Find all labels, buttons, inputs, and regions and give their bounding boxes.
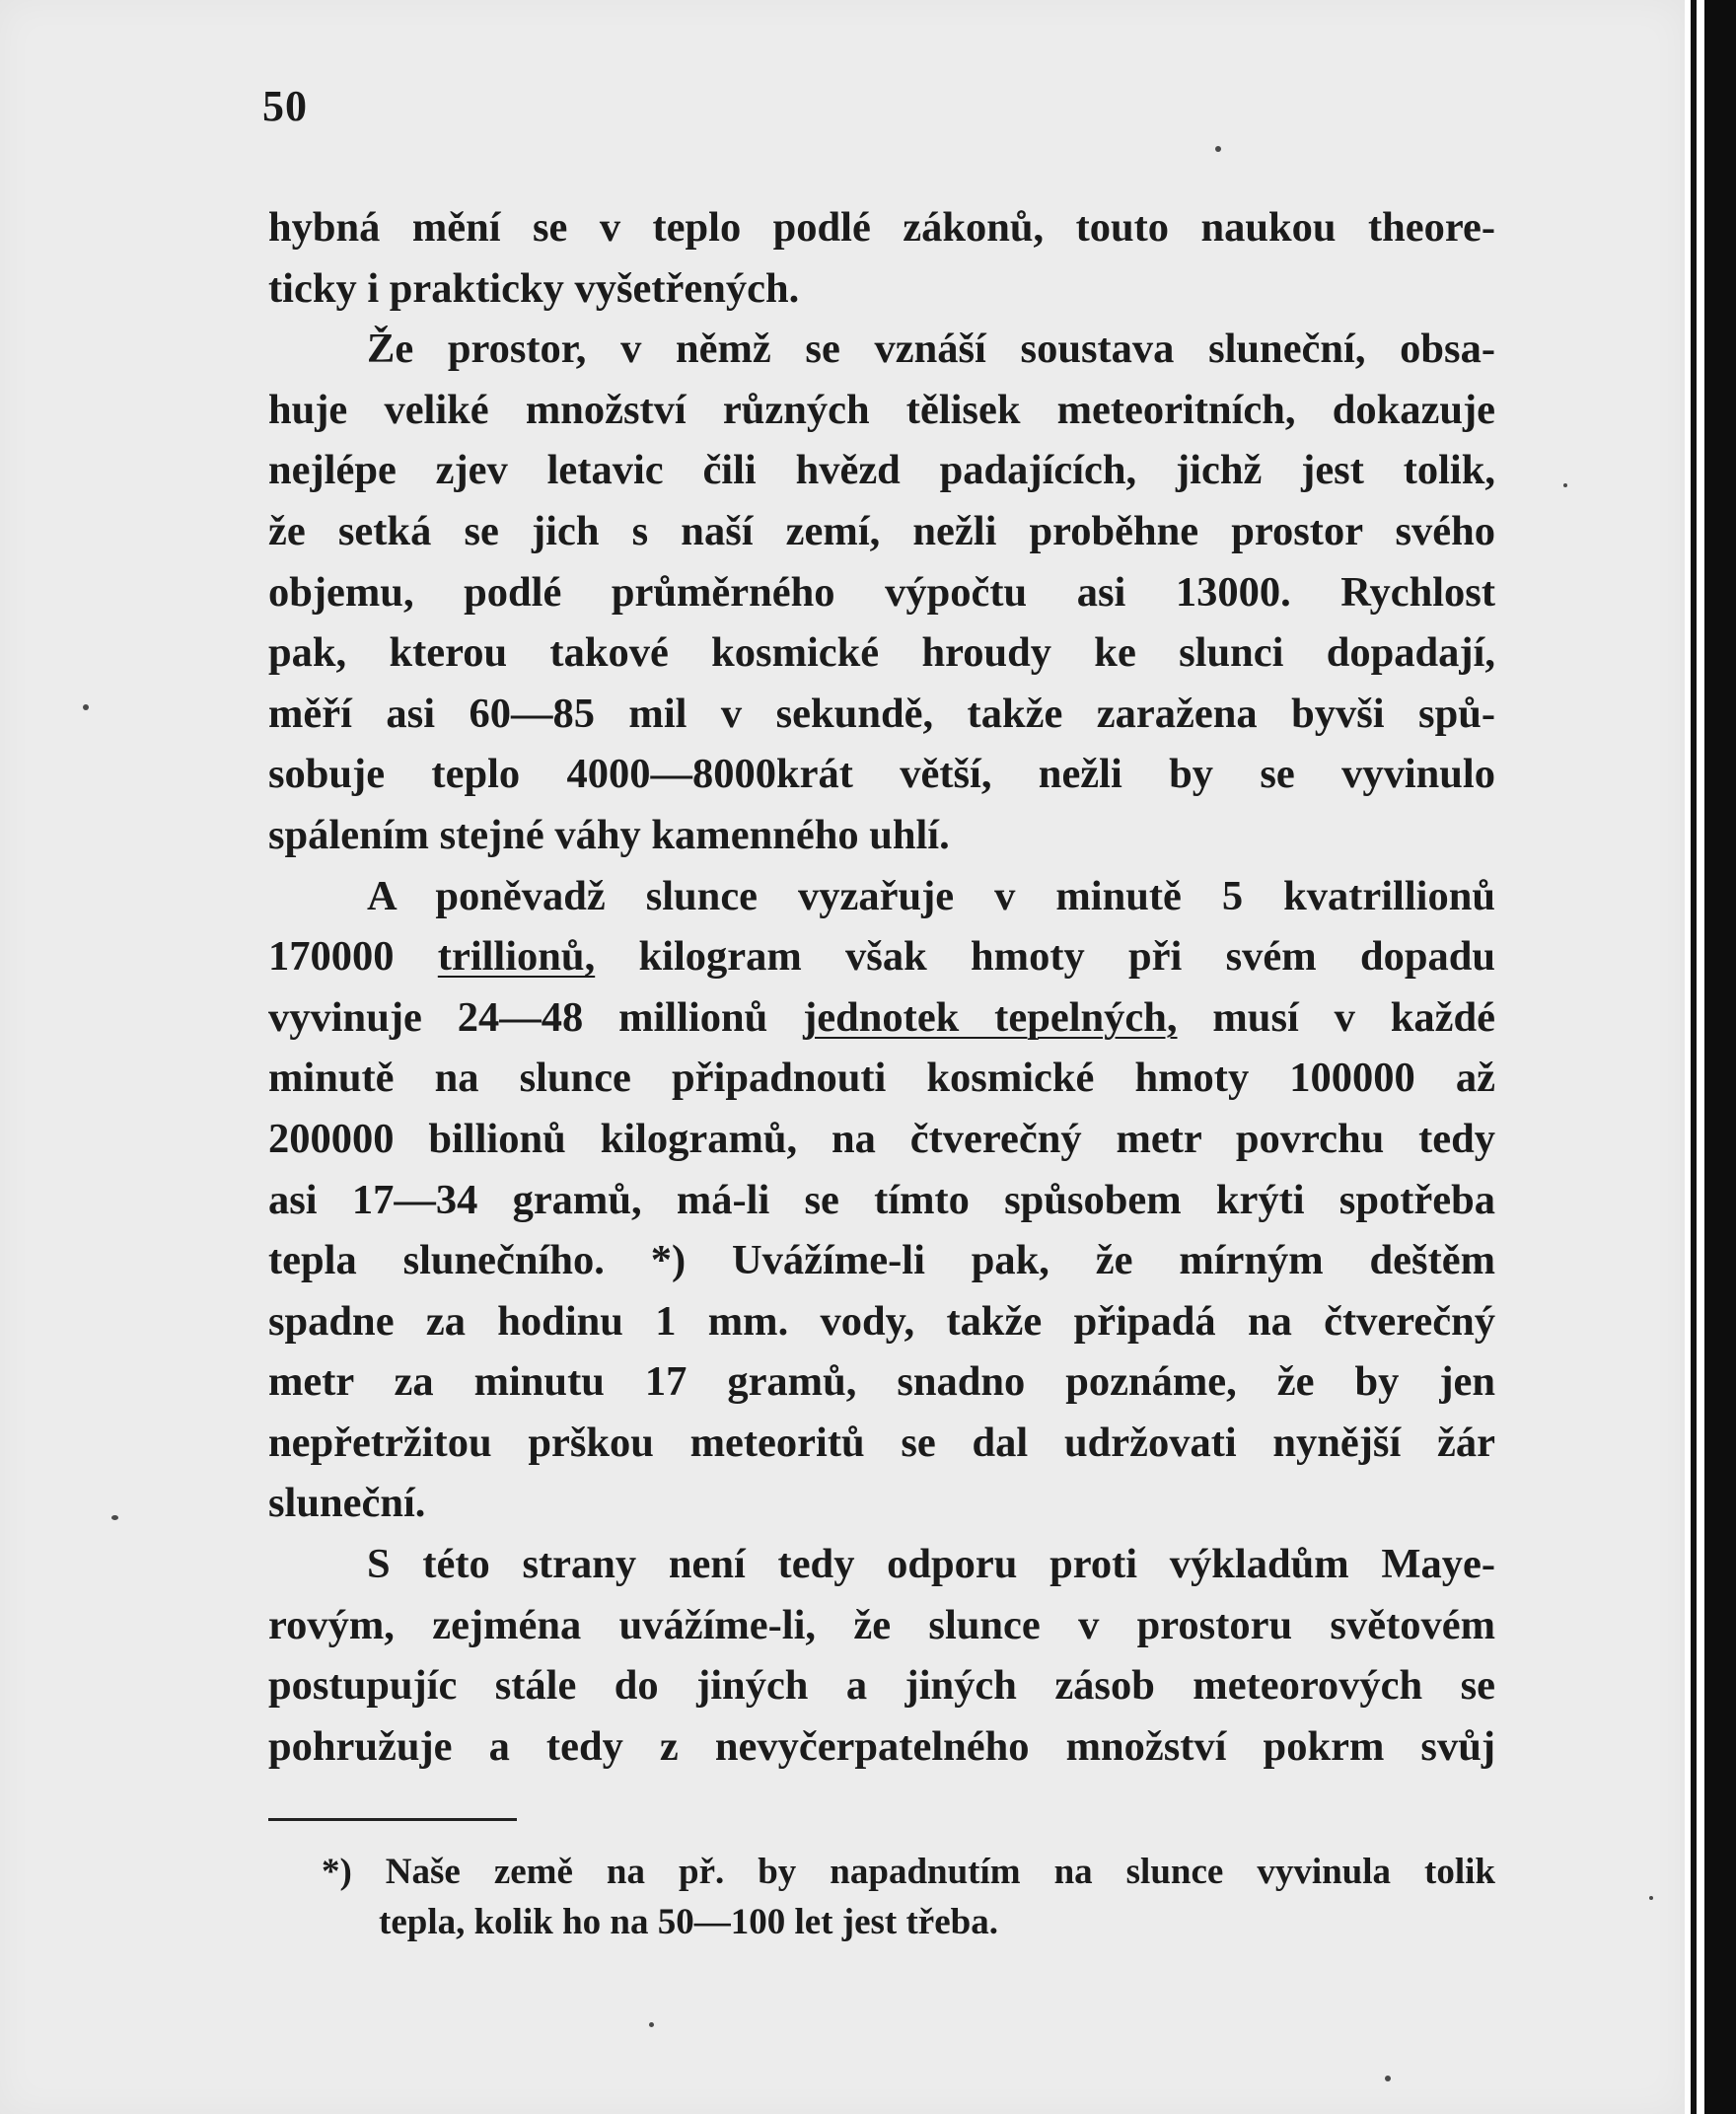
text-line: spálením stejné váhy kamenného uhlí. [268,811,950,858]
text-line: objemu, podlé průměrného výpočtu asi 13000. Rychlost [268,568,1495,616]
text-line: A poněvadž slunce vyzařuje v minutě 5 kvatrillionů [367,872,1495,919]
scan-speck [1649,1896,1653,1900]
text-line: pak, kterou takové kosmické hroudy ke slunci dopadají, [268,629,1495,677]
text-line: sobuje teplo 4000—8000krát větší, nežli by se vyvinulo [268,751,1495,798]
text-line: Že prostor, v němž se vznáší soustava sluneční, obsa- [367,326,1495,373]
text-line: měří asi 60—85 mil v sekundě, takže zaražena byvši spů- [268,690,1495,737]
text-line: tepla slunečního. *) Uvážíme-li pak, že mírným deštěm [268,1237,1495,1284]
footnote-separator [268,1818,517,1821]
text-line: minutě na slunce připadnouti kosmické hmoty 100000 až [268,1055,1495,1102]
text-line: 200000 billionů kilogramů, na čtverečný metr povrchu tedy [268,1115,1495,1162]
text-fragment: vyvinuje 24—48 millionů [268,993,768,1041]
scan-speck [1215,146,1221,152]
underlined-term-trillionu: trillionů, [437,933,596,981]
book-edge-border [1685,0,1736,2114]
text-line: rovým, zejména uvážíme-li, že slunce v prostoru světovém [268,1601,1495,1648]
text-line-with-underline [268,987,1495,1049]
text-line: nejlépe zjev letavic čili hvězd padajících, jichž jest tolik, [268,447,1495,494]
text-line: sluneční. [268,1480,426,1527]
text-line: ticky i prakticky vyšetřených. [268,264,800,312]
underlined-term-jednotek-tepelnych: jednotek tepelných, [803,993,1178,1041]
text-line: S této strany není tedy odporu proti výkladům Maye- [367,1541,1495,1588]
text-line: metr za minutu 17 gramů, snadno poznáme, že by jen [268,1358,1495,1406]
text-line-with-underline [268,926,1495,987]
text-fragment: musí v každé [1212,993,1496,1041]
scan-speck [1385,2076,1391,2081]
scan-speck [649,2022,654,2027]
text-line: že setká se jich s naší zemí, nežli proběhne prostor svého [268,507,1495,554]
scan-speck [83,704,89,710]
scan-speck [111,1515,118,1520]
main-text-block [268,197,1495,1777]
page-number: 50 [262,82,308,130]
footnote-line: *) Naše země na př. by napadnutím na slunce vyvinula tolik [322,1852,1495,1892]
text-line: pohružuje a tedy z nevyčerpatelného množství pokrm svůj [268,1722,1495,1770]
footnote [322,1847,1495,1947]
text-line: asi 17—34 gramů, má-li se tímto spůsobem krýti spotřeba [268,1176,1495,1223]
footnote-line: tepla, kolik ho na 50—100 let jest třeba. [379,1902,998,1942]
scan-speck [1563,483,1567,487]
text-line: hybná mění se v teplo podlé zákonů, touto naukou theore- [268,204,1495,251]
text-line: huje veliké množství různých tělisek meteoritních, dokazuje [268,386,1495,433]
text-line: postupujíc stále do jiných a jiných zásob meteorových se [268,1662,1495,1710]
text-fragment: kilogram však hmoty při svém dopadu [638,933,1496,981]
text-line: spadne za hodinu 1 mm. vody, takže připadá na čtverečný [268,1297,1495,1345]
text-fragment: 170000 [268,933,395,981]
text-line: nepřetržitou prškou meteoritů se dal udržovati nynější žár [268,1419,1495,1466]
